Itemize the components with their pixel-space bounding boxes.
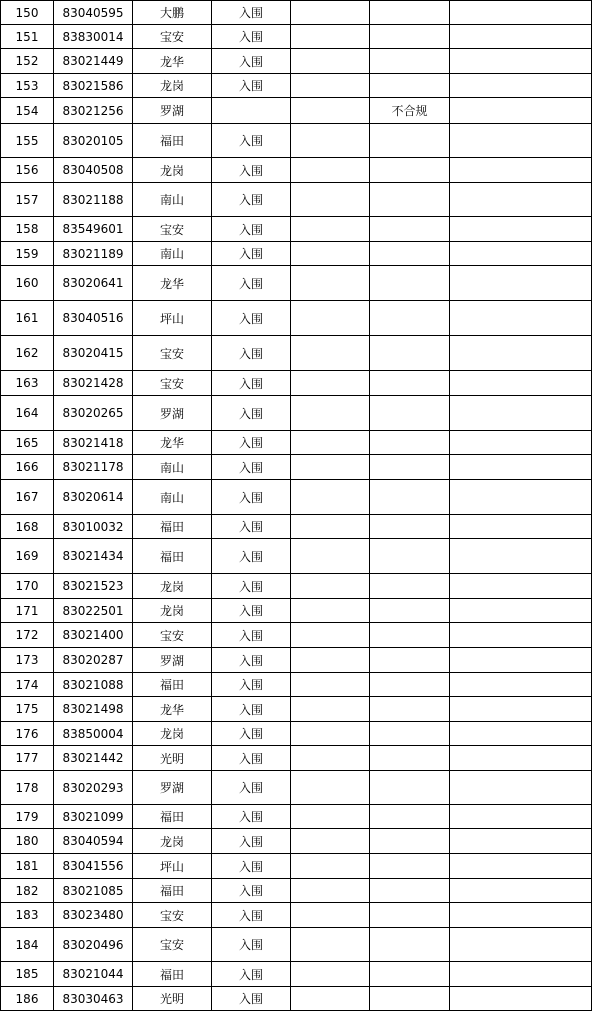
cell-empty <box>291 217 370 242</box>
cell-empty <box>291 673 370 697</box>
cell-empty <box>450 623 592 648</box>
table-row <box>1 480 592 515</box>
cell-note <box>370 962 450 987</box>
cell-no: 183 <box>1 903 54 928</box>
cell-district: 南山 <box>133 183 212 217</box>
cell-empty <box>291 805 370 829</box>
cell-no: 157 <box>1 183 54 217</box>
cell-no: 169 <box>1 539 54 574</box>
cell-code: 83020614 <box>54 480 133 515</box>
cell-code: 83020415 <box>54 336 133 371</box>
cell-note <box>370 455 450 480</box>
cell-district: 光明 <box>133 746 212 771</box>
cell-note <box>370 623 450 648</box>
cell-district: 宝安 <box>133 623 212 648</box>
cell-empty <box>450 49 592 74</box>
cell-empty <box>291 158 370 183</box>
cell-status: 入围 <box>212 854 291 879</box>
cell-code: 83021085 <box>54 879 133 903</box>
cell-empty <box>291 903 370 928</box>
cell-district: 坪山 <box>133 301 212 336</box>
cell-no: 160 <box>1 266 54 301</box>
cell-status: 入围 <box>212 987 291 1011</box>
cell-status: 入围 <box>212 217 291 242</box>
cell-code: 83850004 <box>54 722 133 746</box>
cell-no: 185 <box>1 962 54 987</box>
cell-no: 151 <box>1 25 54 49</box>
cell-district: 龙岗 <box>133 158 212 183</box>
cell-empty <box>450 928 592 962</box>
cell-district: 龙岗 <box>133 74 212 98</box>
cell-empty <box>450 242 592 266</box>
cell-status: 入围 <box>212 599 291 623</box>
cell-note <box>370 987 450 1011</box>
cell-status: 入围 <box>212 266 291 301</box>
cell-code: 83021099 <box>54 805 133 829</box>
cell-no: 172 <box>1 623 54 648</box>
cell-no: 167 <box>1 480 54 515</box>
cell-code: 83040595 <box>54 1 133 25</box>
table-row <box>1 805 592 829</box>
cell-code: 83040508 <box>54 158 133 183</box>
cell-empty <box>450 124 592 158</box>
cell-district: 龙华 <box>133 697 212 722</box>
cell-empty <box>291 124 370 158</box>
cell-status: 入围 <box>212 396 291 431</box>
cell-district: 罗湖 <box>133 648 212 673</box>
table-row <box>1 987 592 1011</box>
cell-district: 宝安 <box>133 217 212 242</box>
cell-district: 龙岗 <box>133 599 212 623</box>
cell-empty <box>450 301 592 336</box>
cell-note <box>370 183 450 217</box>
table-row <box>1 124 592 158</box>
cell-district: 福田 <box>133 962 212 987</box>
table-row <box>1 1 592 25</box>
table-row <box>1 242 592 266</box>
cell-code: 83021498 <box>54 697 133 722</box>
cell-status: 入围 <box>212 183 291 217</box>
cell-note <box>370 648 450 673</box>
cell-district: 福田 <box>133 805 212 829</box>
cell-no: 171 <box>1 599 54 623</box>
cell-code: 83021434 <box>54 539 133 574</box>
cell-no: 158 <box>1 217 54 242</box>
cell-note <box>370 49 450 74</box>
cell-district: 宝安 <box>133 903 212 928</box>
cell-code: 83021178 <box>54 455 133 480</box>
cell-status: 入围 <box>212 480 291 515</box>
cell-note <box>370 74 450 98</box>
cell-code: 83040594 <box>54 829 133 854</box>
cell-code: 83041556 <box>54 854 133 879</box>
cell-note <box>370 25 450 49</box>
cell-no: 161 <box>1 301 54 336</box>
cell-code: 83020293 <box>54 771 133 805</box>
cell-code: 83021400 <box>54 623 133 648</box>
cell-status: 入围 <box>212 301 291 336</box>
table-row <box>1 455 592 480</box>
cell-district: 宝安 <box>133 928 212 962</box>
cell-district: 福田 <box>133 515 212 539</box>
cell-no: 178 <box>1 771 54 805</box>
cell-empty <box>291 574 370 599</box>
cell-status: 入围 <box>212 371 291 396</box>
cell-empty <box>450 25 592 49</box>
cell-note <box>370 371 450 396</box>
cell-status: 入围 <box>212 928 291 962</box>
cell-code: 83030463 <box>54 987 133 1011</box>
cell-empty <box>450 854 592 879</box>
table-row <box>1 673 592 697</box>
table-row <box>1 25 592 49</box>
cell-district: 龙华 <box>133 431 212 455</box>
cell-district: 坪山 <box>133 854 212 879</box>
cell-code: 83830014 <box>54 25 133 49</box>
cell-status: 入围 <box>212 49 291 74</box>
cell-note <box>370 301 450 336</box>
cell-note: 不合规 <box>370 98 450 124</box>
cell-no: 153 <box>1 74 54 98</box>
cell-empty <box>450 336 592 371</box>
table-row <box>1 962 592 987</box>
cell-no: 177 <box>1 746 54 771</box>
cell-district: 南山 <box>133 480 212 515</box>
cell-no: 150 <box>1 1 54 25</box>
cell-code: 83020287 <box>54 648 133 673</box>
cell-note <box>370 599 450 623</box>
cell-code: 83021044 <box>54 962 133 987</box>
cell-empty <box>291 98 370 124</box>
cell-no: 170 <box>1 574 54 599</box>
cell-district: 福田 <box>133 879 212 903</box>
cell-code: 83021256 <box>54 98 133 124</box>
cell-empty <box>291 962 370 987</box>
cell-no: 173 <box>1 648 54 673</box>
cell-empty <box>291 928 370 962</box>
table-row <box>1 599 592 623</box>
cell-empty <box>450 431 592 455</box>
cell-district: 宝安 <box>133 336 212 371</box>
cell-empty <box>291 455 370 480</box>
cell-status: 入围 <box>212 574 291 599</box>
cell-empty <box>291 515 370 539</box>
cell-status: 入围 <box>212 805 291 829</box>
cell-status: 入围 <box>212 431 291 455</box>
cell-empty <box>450 74 592 98</box>
cell-status: 入围 <box>212 124 291 158</box>
table-row <box>1 98 592 124</box>
table-row <box>1 697 592 722</box>
table-row <box>1 49 592 74</box>
cell-note <box>370 746 450 771</box>
cell-note <box>370 396 450 431</box>
cell-district: 大鹏 <box>133 1 212 25</box>
cell-status: 入围 <box>212 697 291 722</box>
cell-district: 龙岗 <box>133 829 212 854</box>
table-row <box>1 515 592 539</box>
cell-empty <box>450 771 592 805</box>
cell-note <box>370 722 450 746</box>
cell-code: 83021189 <box>54 242 133 266</box>
cell-note <box>370 124 450 158</box>
cell-no: 174 <box>1 673 54 697</box>
cell-note <box>370 673 450 697</box>
cell-district: 福田 <box>133 124 212 158</box>
cell-empty <box>450 539 592 574</box>
cell-empty <box>450 648 592 673</box>
cell-district: 南山 <box>133 242 212 266</box>
cell-code: 83020105 <box>54 124 133 158</box>
cell-note <box>370 879 450 903</box>
cell-status: 入围 <box>212 74 291 98</box>
table-row <box>1 722 592 746</box>
cell-note <box>370 431 450 455</box>
cell-code: 83021586 <box>54 74 133 98</box>
cell-empty <box>450 746 592 771</box>
cell-empty <box>450 697 592 722</box>
cell-note <box>370 242 450 266</box>
cell-note <box>370 928 450 962</box>
cell-empty <box>450 396 592 431</box>
cell-district: 光明 <box>133 987 212 1011</box>
cell-district: 宝安 <box>133 25 212 49</box>
cell-empty <box>450 217 592 242</box>
cell-status: 入围 <box>212 648 291 673</box>
table-row <box>1 217 592 242</box>
cell-empty <box>291 480 370 515</box>
cell-no: 180 <box>1 829 54 854</box>
cell-empty <box>291 1 370 25</box>
cell-code: 83021418 <box>54 431 133 455</box>
cell-district: 罗湖 <box>133 771 212 805</box>
cell-status: 入围 <box>212 336 291 371</box>
cell-no: 175 <box>1 697 54 722</box>
cell-code: 83020265 <box>54 396 133 431</box>
cell-no: 162 <box>1 336 54 371</box>
cell-code: 83021188 <box>54 183 133 217</box>
cell-empty <box>291 183 370 217</box>
cell-empty <box>291 599 370 623</box>
cell-empty <box>291 242 370 266</box>
cell-no: 168 <box>1 515 54 539</box>
cell-status: 入围 <box>212 673 291 697</box>
cell-empty <box>450 515 592 539</box>
table-row <box>1 539 592 574</box>
cell-code: 83040516 <box>54 301 133 336</box>
cell-empty <box>450 98 592 124</box>
cell-no: 156 <box>1 158 54 183</box>
cell-empty <box>291 49 370 74</box>
cell-status: 入围 <box>212 25 291 49</box>
cell-note <box>370 515 450 539</box>
cell-district: 龙华 <box>133 266 212 301</box>
table-row <box>1 183 592 217</box>
cell-status: 入围 <box>212 903 291 928</box>
cell-empty <box>291 266 370 301</box>
cell-no: 186 <box>1 987 54 1011</box>
table-row <box>1 623 592 648</box>
cell-status: 入围 <box>212 722 291 746</box>
cell-empty <box>291 336 370 371</box>
table-row <box>1 829 592 854</box>
cell-note <box>370 266 450 301</box>
cell-empty <box>291 74 370 98</box>
cell-status: 入围 <box>212 771 291 805</box>
cell-status: 入围 <box>212 829 291 854</box>
cell-no: 163 <box>1 371 54 396</box>
cell-empty <box>291 648 370 673</box>
cell-empty <box>450 879 592 903</box>
cell-empty <box>450 829 592 854</box>
cell-district: 龙岗 <box>133 574 212 599</box>
table-row <box>1 903 592 928</box>
cell-note <box>370 158 450 183</box>
cell-note <box>370 336 450 371</box>
cell-empty <box>291 539 370 574</box>
cell-empty <box>450 599 592 623</box>
table-row <box>1 746 592 771</box>
cell-empty <box>450 455 592 480</box>
cell-status: 入围 <box>212 158 291 183</box>
cell-note <box>370 771 450 805</box>
cell-no: 165 <box>1 431 54 455</box>
cell-empty <box>450 371 592 396</box>
cell-district: 南山 <box>133 455 212 480</box>
cell-empty <box>291 854 370 879</box>
cell-status: 入围 <box>212 746 291 771</box>
cell-district: 罗湖 <box>133 396 212 431</box>
cell-code: 83020496 <box>54 928 133 962</box>
cell-status: 入围 <box>212 515 291 539</box>
table-row <box>1 301 592 336</box>
cell-no: 182 <box>1 879 54 903</box>
cell-empty <box>291 301 370 336</box>
cell-empty <box>450 962 592 987</box>
table-row <box>1 371 592 396</box>
cell-status: 入围 <box>212 242 291 266</box>
cell-empty <box>291 623 370 648</box>
cell-empty <box>291 697 370 722</box>
cell-district: 福田 <box>133 539 212 574</box>
cell-code: 83021449 <box>54 49 133 74</box>
table-row <box>1 854 592 879</box>
cell-empty <box>291 987 370 1011</box>
cell-no: 184 <box>1 928 54 962</box>
cell-no: 152 <box>1 49 54 74</box>
cell-empty <box>291 371 370 396</box>
cell-district: 宝安 <box>133 371 212 396</box>
table-body <box>1 1 592 1011</box>
cell-no: 164 <box>1 396 54 431</box>
cell-status: 入围 <box>212 623 291 648</box>
cell-no: 154 <box>1 98 54 124</box>
cell-empty <box>450 1 592 25</box>
cell-district: 罗湖 <box>133 98 212 124</box>
cell-empty <box>291 879 370 903</box>
cell-status: 入围 <box>212 1 291 25</box>
cell-note <box>370 574 450 599</box>
cell-status: 入围 <box>212 879 291 903</box>
cell-empty <box>450 266 592 301</box>
cell-status: 入围 <box>212 539 291 574</box>
table-row <box>1 574 592 599</box>
table-row <box>1 431 592 455</box>
cell-empty <box>450 903 592 928</box>
table-row <box>1 336 592 371</box>
cell-code: 83021523 <box>54 574 133 599</box>
table-row <box>1 74 592 98</box>
cell-no: 155 <box>1 124 54 158</box>
table-row <box>1 266 592 301</box>
cell-empty <box>450 722 592 746</box>
cell-code: 83022501 <box>54 599 133 623</box>
cell-empty <box>291 771 370 805</box>
cell-empty <box>291 722 370 746</box>
cell-no: 166 <box>1 455 54 480</box>
cell-empty <box>291 829 370 854</box>
cell-empty <box>450 987 592 1011</box>
cell-district: 龙华 <box>133 49 212 74</box>
cell-note <box>370 903 450 928</box>
table-row <box>1 771 592 805</box>
cell-empty <box>450 805 592 829</box>
table-row <box>1 879 592 903</box>
cell-note <box>370 480 450 515</box>
cell-status: 入围 <box>212 962 291 987</box>
cell-no: 176 <box>1 722 54 746</box>
cell-note <box>370 217 450 242</box>
cell-no: 159 <box>1 242 54 266</box>
cell-code: 83020641 <box>54 266 133 301</box>
cell-status <box>212 98 291 124</box>
cell-empty <box>450 574 592 599</box>
table-row <box>1 396 592 431</box>
cell-code: 83021088 <box>54 673 133 697</box>
cell-empty <box>450 183 592 217</box>
cell-empty <box>450 480 592 515</box>
cell-code: 83549601 <box>54 217 133 242</box>
table-row <box>1 158 592 183</box>
cell-note <box>370 1 450 25</box>
cell-no: 179 <box>1 805 54 829</box>
cell-no: 181 <box>1 854 54 879</box>
table-row <box>1 648 592 673</box>
cell-empty <box>450 673 592 697</box>
cell-empty <box>291 431 370 455</box>
cell-status: 入围 <box>212 455 291 480</box>
cell-empty <box>291 746 370 771</box>
cell-empty <box>291 25 370 49</box>
cell-code: 83023480 <box>54 903 133 928</box>
cell-code: 83021428 <box>54 371 133 396</box>
table-row <box>1 928 592 962</box>
cell-code: 83021442 <box>54 746 133 771</box>
cell-note <box>370 805 450 829</box>
cell-note <box>370 829 450 854</box>
cell-district: 福田 <box>133 673 212 697</box>
cell-note <box>370 854 450 879</box>
cell-empty <box>291 396 370 431</box>
cell-district: 龙岗 <box>133 722 212 746</box>
cell-note <box>370 697 450 722</box>
cell-code: 83010032 <box>54 515 133 539</box>
cell-empty <box>450 158 592 183</box>
cell-note <box>370 539 450 574</box>
